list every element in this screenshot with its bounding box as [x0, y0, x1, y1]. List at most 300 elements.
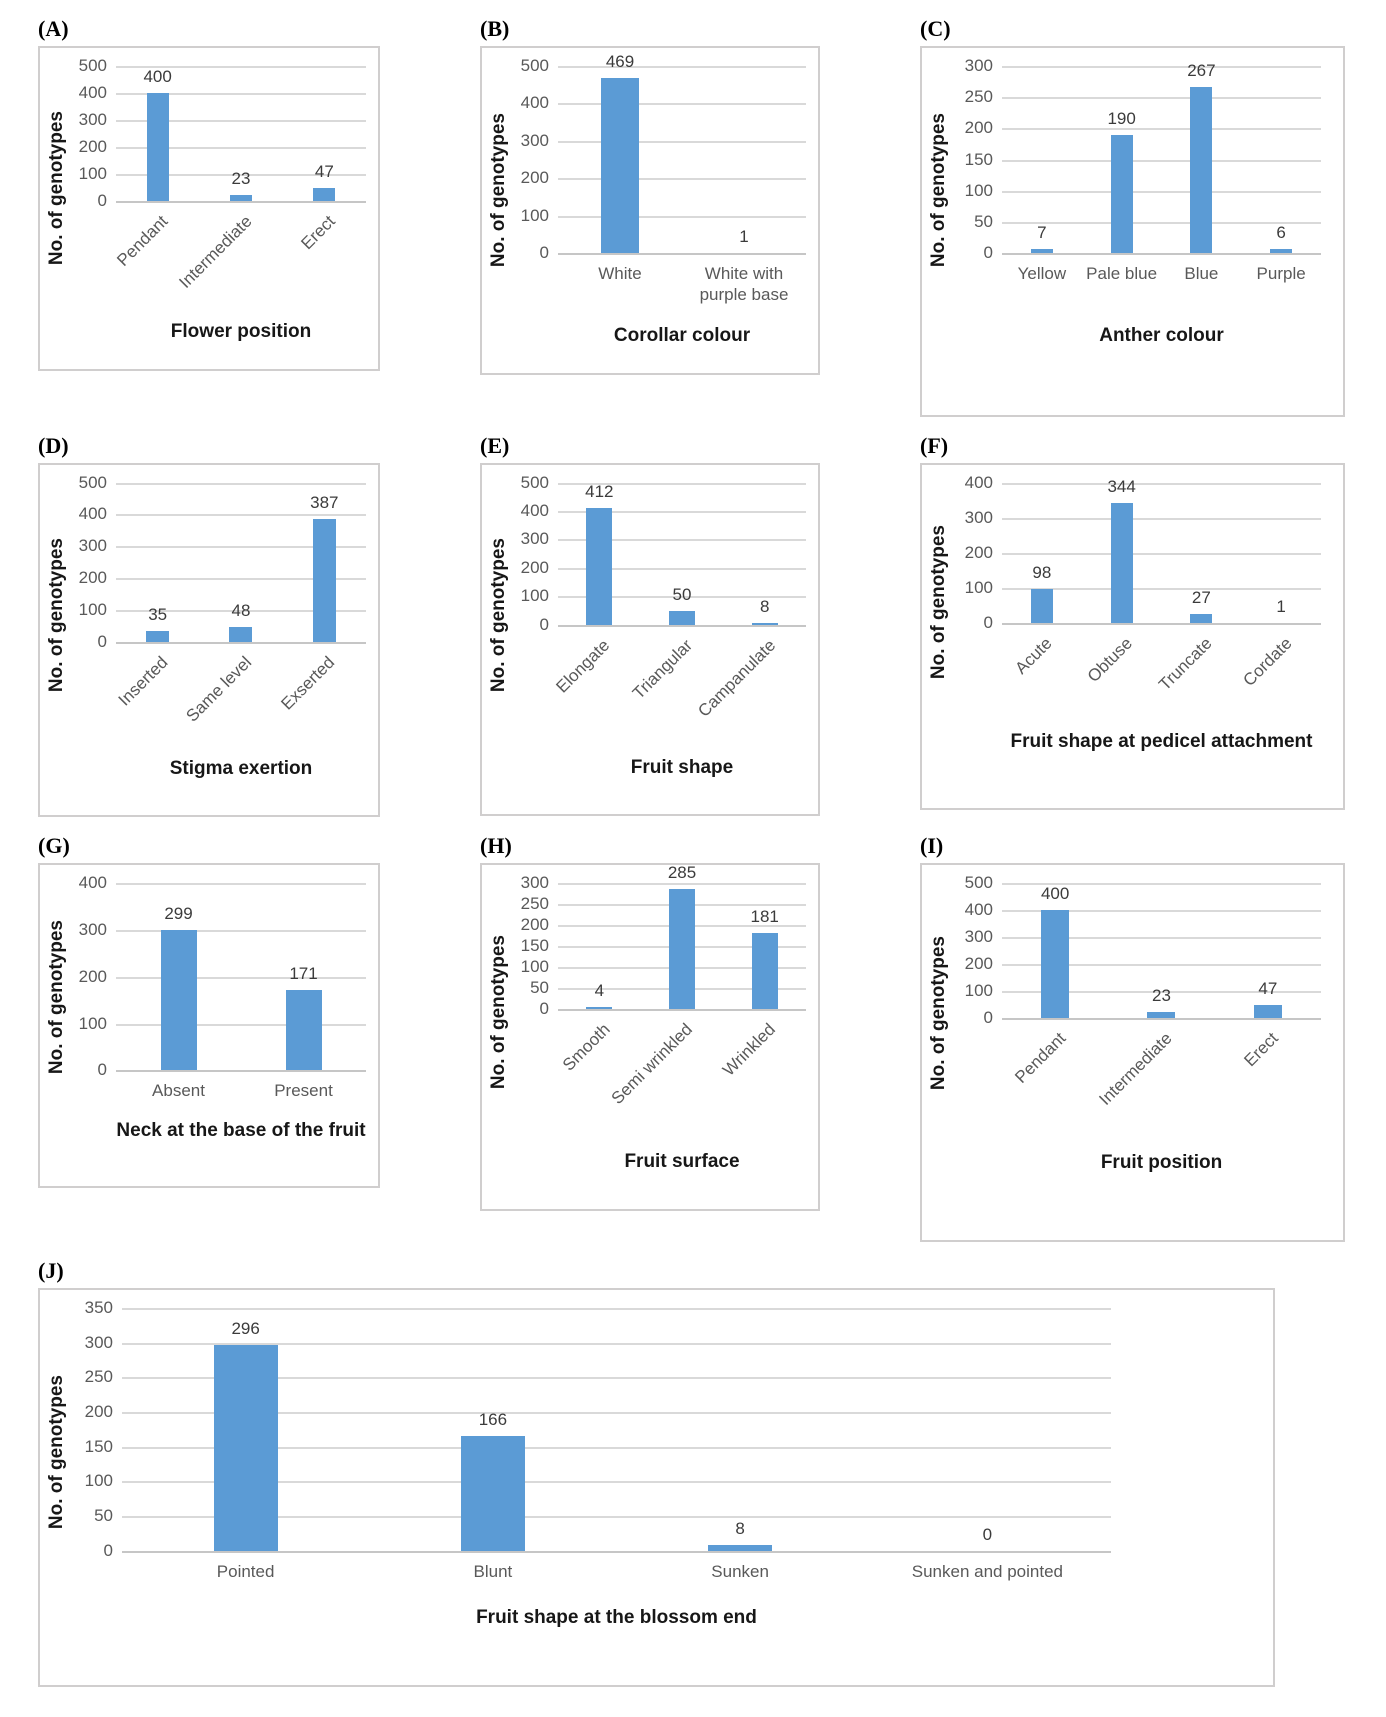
x-axis-title: Stigma exertion: [169, 757, 313, 779]
bar-value-label: 400: [1040, 884, 1070, 904]
y-tick-label: 0: [97, 631, 107, 651]
chart-area: [488, 472, 806, 781]
bars-layer: [1002, 61, 1321, 253]
x-category-label-text: Same level: [182, 652, 256, 726]
bar-slot: [558, 883, 641, 1009]
y-tick-label: 400: [78, 83, 107, 102]
panel-letter-j: (J): [38, 1257, 64, 1283]
x-category-label-text: Exserted: [277, 652, 339, 714]
y-axis-title: No. of genotypes: [46, 538, 67, 693]
x-axis-title: Corollar colour: [613, 325, 751, 346]
x-category-label: [1215, 1020, 1321, 1142]
bar-value-label: 48: [231, 600, 251, 620]
chart-area: [46, 1297, 1111, 1631]
y-axis-title: No. of genotypes: [928, 524, 949, 679]
x-category-label: Purple: [1256, 264, 1306, 283]
bar: [601, 78, 639, 253]
x-category-label: [552, 627, 641, 747]
bar-value-label: 190: [1107, 109, 1136, 128]
x-category-label-text: Inserted: [114, 652, 172, 710]
bar-slot: [723, 883, 806, 1009]
bar-value-label: 171: [289, 964, 318, 984]
x-category-label-text: Intermediate: [174, 211, 256, 292]
x-category-label: [607, 1011, 724, 1141]
y-tick-label: 100: [964, 577, 993, 597]
x-axis-labels: [1002, 625, 1321, 721]
y-tick-label: 50: [974, 211, 993, 231]
y-tick-label: 300: [78, 110, 107, 129]
y-axis-title: No. of genotypes: [488, 113, 509, 268]
bar-value-label: 98: [1032, 562, 1052, 582]
chart-area: [488, 863, 806, 1175]
y-axis-title: No. of genotypes: [46, 919, 67, 1074]
bar-value-label: 166: [478, 1409, 508, 1429]
x-category-label-text: Pendant: [1011, 1028, 1070, 1088]
y-tick-label: 200: [520, 915, 549, 935]
y-axis-title: No. of genotypes: [928, 113, 949, 268]
y-tick-label: 500: [964, 873, 993, 893]
y-tick-label: 300: [964, 507, 993, 527]
panel-g: [38, 833, 380, 1188]
chart-area: [928, 472, 1321, 755]
bar: [461, 1436, 525, 1551]
y-tick-label: 300: [964, 56, 993, 75]
x-category-label: Absent: [152, 1081, 205, 1101]
bar-slot: [122, 1308, 369, 1551]
bar-value-label: 296: [231, 1318, 260, 1338]
plot-area: [116, 883, 366, 1072]
bar-slot: [1082, 66, 1162, 253]
plot-area: [558, 52, 806, 255]
x-axis-labels: [558, 1011, 806, 1141]
panel-letter-d: (D): [38, 432, 69, 458]
bars-layer: [558, 863, 806, 1009]
bar-value-label: 181: [750, 907, 779, 927]
bar-value-label: 400: [143, 67, 172, 86]
y-tick-label: 100: [520, 957, 549, 977]
panel-d: [38, 433, 380, 818]
panel-box-f: [920, 463, 1345, 811]
y-axis-title-cell: [46, 66, 70, 311]
x-category-label-text: Obtuse: [1083, 633, 1136, 686]
panel-letter-i: (I): [920, 833, 944, 859]
bar: [1147, 1012, 1175, 1018]
plot-area: [122, 1308, 1111, 1553]
bar-slot: [1108, 883, 1214, 1018]
panel-letter-c: (C): [920, 16, 951, 41]
plot-area: [1002, 61, 1321, 255]
y-tick-label: 0: [539, 243, 549, 262]
x-category-label: [718, 1011, 806, 1141]
panel-box-c: [920, 46, 1345, 417]
y-tick-label: 50: [530, 978, 549, 998]
bar-value-label: 8: [735, 1518, 745, 1538]
plot-area: [116, 66, 366, 203]
y-tick-label: 0: [983, 612, 993, 632]
panel-box-d: [38, 463, 380, 818]
y-axis-ticks: [952, 472, 1002, 632]
y-tick-label: 500: [78, 472, 107, 492]
panel-letter-e: (E): [480, 432, 510, 458]
bar: [586, 508, 612, 625]
x-axis-labels: [552, 627, 806, 747]
bar-slot: [283, 66, 366, 201]
bars-layer: [116, 66, 366, 201]
y-tick-label: 200: [520, 557, 549, 577]
bar-slot: [617, 1308, 864, 1551]
y-tick-label: 100: [84, 1471, 113, 1491]
y-tick-label: 50: [94, 1506, 113, 1526]
y-axis-title-cell: [488, 483, 512, 747]
bar: [1031, 249, 1053, 253]
y-tick-label: 350: [84, 1297, 113, 1317]
x-category-label: [113, 203, 199, 311]
panel-box-a: [38, 46, 380, 371]
bar-slot: [864, 1308, 1111, 1551]
x-axis-labels: [116, 1072, 366, 1110]
y-tick-label: 200: [964, 118, 993, 138]
x-category-label: Pale blue: [1086, 264, 1158, 283]
y-axis-title-cell: [46, 883, 70, 1110]
bar-value-label: 0: [982, 1524, 993, 1544]
x-category-label-text: Semi wrinkled: [607, 1019, 697, 1109]
x-category-label: [283, 203, 366, 311]
y-tick-label: 400: [964, 900, 993, 920]
bar: [708, 1545, 772, 1551]
x-category-label: Present: [274, 1081, 333, 1101]
y-axis-title-cell: [488, 883, 512, 1141]
x-category-label-text: Cordate: [1239, 633, 1296, 690]
y-tick-label: 400: [78, 504, 107, 524]
y-tick-label: 100: [78, 599, 107, 619]
x-axis-labels: [122, 1553, 1111, 1597]
y-axis-ticks: [70, 1297, 122, 1560]
y-axis-title-cell: [928, 883, 952, 1142]
panel-box-i: [920, 863, 1345, 1242]
y-axis-title: No. of genotypes: [488, 935, 509, 1090]
bars-layer: [116, 483, 366, 642]
y-tick-label: 150: [84, 1436, 113, 1456]
chart-area: [46, 56, 366, 345]
chart-area: [488, 52, 806, 349]
bar-value-label: 1: [739, 227, 749, 246]
x-category-label-text: Truncate: [1155, 633, 1216, 694]
y-tick-label: 0: [97, 1060, 107, 1080]
y-tick-label: 200: [78, 137, 107, 156]
bar-value-label: 1: [1276, 596, 1286, 616]
bar-value-label: 267: [1187, 61, 1216, 80]
panel-a: [38, 16, 380, 371]
x-axis-labels: [1002, 1020, 1321, 1142]
panel-box-h: [480, 863, 820, 1211]
x-axis-labels: [1002, 255, 1321, 315]
y-tick-label: 300: [520, 873, 549, 893]
x-axis-labels: [113, 203, 366, 311]
bar: [1041, 910, 1069, 1018]
x-category-label: [277, 644, 366, 748]
y-axis-title-cell: [928, 66, 952, 315]
bars-layer: [558, 52, 806, 253]
y-tick-label: 300: [78, 536, 107, 556]
x-category-label: Sunken: [711, 1561, 769, 1581]
bar-value-label: 299: [164, 904, 193, 924]
y-tick-label: 200: [78, 568, 107, 588]
y-tick-label: 200: [84, 1402, 113, 1422]
y-tick-label: 0: [983, 243, 993, 262]
y-axis-title-cell: [488, 66, 512, 315]
x-axis-title: Neck at the base of the fruit: [116, 1120, 366, 1142]
plot-area: [116, 483, 366, 644]
x-axis-title: Flower position: [170, 321, 312, 342]
bar: [313, 519, 336, 642]
y-tick-label: 0: [539, 614, 549, 634]
plot-area: [558, 483, 806, 627]
y-tick-label: 250: [520, 894, 549, 914]
bar-slot: [241, 883, 366, 1070]
bar-chart-flower-position: [46, 56, 366, 345]
y-tick-label: 100: [520, 586, 549, 606]
bar-value-label: 47: [1258, 979, 1278, 999]
plot-area: [1002, 883, 1321, 1020]
bar: [1031, 589, 1053, 623]
bar-value-label: 23: [1152, 986, 1171, 1006]
bar: [214, 1345, 278, 1551]
bar: [286, 990, 322, 1070]
bar-slot: [641, 863, 724, 1009]
y-tick-label: 200: [78, 966, 107, 986]
y-axis-title-cell: [46, 1308, 70, 1597]
bars-layer: [122, 1308, 1111, 1551]
bar-value-label: 344: [1107, 476, 1136, 496]
y-axis-title-cell: [46, 483, 70, 748]
y-tick-label: 400: [964, 472, 993, 492]
bar-value-label: 6: [1276, 223, 1286, 242]
y-tick-label: 0: [983, 1008, 993, 1028]
x-category-label-text: Triangular: [629, 635, 697, 703]
bar-slot: [1002, 66, 1082, 253]
x-category-label: Sunken and pointed: [911, 1561, 1063, 1581]
x-category-label: [174, 203, 282, 311]
x-category-label: [1002, 625, 1082, 721]
y-tick-label: 0: [97, 191, 107, 210]
x-category-label-text: Elongate: [552, 635, 614, 697]
x-category-label-text: Campanulate: [693, 635, 779, 721]
bar: [669, 889, 695, 1009]
bar: [313, 188, 335, 201]
y-tick-label: 150: [964, 149, 993, 169]
bar-slot: [682, 66, 806, 253]
x-category-label: [629, 627, 724, 747]
x-axis-labels: [558, 255, 806, 315]
x-category-label-text: Acute: [1011, 633, 1057, 678]
y-axis-title: No. of genotypes: [46, 111, 67, 266]
bar: [146, 631, 169, 642]
bars-layer: [1002, 476, 1321, 623]
panel-h: [480, 833, 820, 1211]
y-axis-ticks: [952, 873, 1002, 1028]
panel-box-b: [480, 46, 820, 375]
x-category-label: White with purple base: [699, 264, 789, 305]
y-axis-title: No. of genotypes: [488, 537, 509, 692]
y-axis-ticks: [512, 472, 558, 634]
x-category-label: [1155, 625, 1242, 721]
bar-slot: [558, 483, 641, 625]
y-tick-label: 400: [78, 873, 107, 893]
y-axis-ticks: [70, 56, 116, 210]
x-category-label: [1082, 625, 1162, 721]
bar: [1190, 614, 1212, 623]
panel-j: [38, 1258, 1345, 1687]
y-tick-label: 100: [78, 164, 107, 183]
x-category-label: [116, 644, 199, 748]
bar-chart-fruit-shape: [488, 472, 806, 791]
bar-slot: [723, 483, 806, 625]
x-axis-title: Fruit shape: [630, 756, 734, 778]
y-tick-label: 500: [520, 56, 549, 75]
bar-slot: [1241, 483, 1321, 623]
bar-value-label: 285: [667, 863, 697, 883]
bar-chart-fruit-position: [928, 873, 1331, 1216]
bar: [229, 627, 252, 642]
plot-area: [558, 863, 806, 1011]
bar-chart-fruit-shape-blossom-end: [46, 1297, 1261, 1661]
bar-chart-anther-colour: [928, 56, 1331, 391]
bar-value-label: 8: [759, 596, 770, 616]
y-tick-label: 300: [78, 920, 107, 940]
x-category-label-text: Erect: [1240, 1028, 1282, 1071]
x-category-label: Blunt: [473, 1561, 513, 1581]
bar: [669, 611, 695, 625]
panel-f: [920, 433, 1345, 811]
y-tick-label: 250: [84, 1367, 113, 1387]
y-tick-label: 200: [964, 542, 993, 562]
x-category-label: [1095, 1020, 1214, 1142]
y-tick-label: 0: [539, 999, 549, 1019]
x-category-label: [182, 644, 282, 748]
bar-value-label: 47: [314, 162, 334, 181]
y-tick-label: 100: [964, 180, 993, 200]
bar-value-label: 50: [672, 584, 692, 604]
bar: [1270, 249, 1292, 253]
x-category-label: [1241, 625, 1321, 721]
y-tick-label: 100: [520, 205, 549, 225]
x-category-label-text: Pendant: [113, 211, 172, 270]
plot-area: [1002, 476, 1321, 625]
bar: [230, 195, 252, 201]
bar-value-label: 387: [310, 492, 339, 512]
bar: [1190, 87, 1212, 253]
bar-value-label: 35: [148, 604, 168, 624]
y-tick-label: 0: [103, 1540, 113, 1560]
bar-slot: [1241, 66, 1321, 253]
bar-value-label: 23: [231, 169, 251, 188]
x-category-label: White: [598, 264, 642, 283]
bar: [1254, 1005, 1282, 1018]
x-category-label: [1002, 1020, 1108, 1142]
x-category-label: Yellow: [1017, 264, 1067, 283]
y-axis-ticks: [512, 56, 558, 262]
panel-grid: [38, 16, 1386, 1687]
y-tick-label: 250: [964, 87, 993, 107]
bar-value-label: 469: [605, 52, 635, 71]
bars-layer: [116, 883, 366, 1070]
x-axis-title: Fruit shape at the blossom end: [476, 1606, 757, 1628]
panel-letter-b: (B): [480, 16, 510, 41]
chart-area: [928, 873, 1321, 1176]
x-category-label-text: Smooth: [558, 1019, 614, 1075]
x-category-label-text: Intermediate: [1095, 1028, 1176, 1110]
y-axis-title-cell: [928, 483, 952, 721]
x-category-label-text: Wrinkled: [718, 1019, 779, 1080]
x-category-label: Pointed: [216, 1561, 275, 1581]
y-axis-title: No. of genotypes: [46, 1375, 67, 1530]
bar-chart-corollar-colour: [488, 52, 806, 349]
bar-value-label: 4: [594, 981, 605, 1001]
x-axis-title: Anther colour: [1099, 325, 1224, 346]
bar-value-label: 412: [585, 481, 614, 501]
x-axis-title: Fruit shape at pedicel attachment: [1010, 730, 1313, 752]
panel-i: [920, 833, 1345, 1242]
bar: [1111, 503, 1133, 623]
bar-slot: [283, 483, 366, 642]
y-tick-label: 300: [964, 927, 993, 947]
x-category-label: [693, 627, 806, 747]
panel-c: [920, 16, 1345, 417]
panel-box-j: [38, 1288, 1275, 1687]
bars-layer: [1002, 883, 1321, 1018]
panel-letter-a: (A): [38, 16, 69, 41]
y-tick-label: 500: [520, 472, 549, 492]
panel-letter-g: (G): [38, 833, 70, 859]
bar-chart-stigma-exertion: [46, 472, 366, 792]
chart-area: [46, 873, 366, 1144]
bar-slot: [1215, 883, 1321, 1018]
y-tick-label: 300: [520, 130, 549, 150]
bar-value-label: 7: [1037, 223, 1047, 242]
bar: [752, 933, 778, 1009]
bar: [752, 623, 778, 625]
bars-layer: [558, 483, 806, 625]
y-tick-label: 100: [78, 1013, 107, 1033]
bar: [586, 1007, 612, 1009]
bar-slot: [558, 52, 682, 253]
panel-letter-h: (H): [480, 833, 512, 859]
panel-e: [480, 433, 820, 817]
bar-slot: [369, 1308, 616, 1551]
y-axis-title: No. of genotypes: [928, 935, 949, 1090]
y-tick-label: 500: [78, 56, 107, 75]
bar-chart-fruit-surface: [488, 863, 806, 1185]
bar: [1111, 135, 1133, 253]
y-tick-label: 300: [84, 1332, 113, 1352]
y-tick-label: 400: [520, 93, 549, 113]
y-tick-label: 200: [520, 168, 549, 188]
y-tick-label: 300: [520, 529, 549, 549]
x-axis-labels: [116, 644, 366, 748]
bar-slot: [199, 66, 282, 201]
y-tick-label: 400: [520, 501, 549, 521]
bar: [147, 93, 169, 201]
bar-chart-fruit-shape-pedicel: [928, 472, 1331, 785]
panel-box-g: [38, 863, 380, 1188]
x-category-label-text: Erect: [296, 211, 339, 254]
bar-value-label: 27: [1191, 587, 1211, 607]
chart-area: [46, 472, 366, 782]
bar-slot: [1002, 483, 1082, 623]
y-tick-label: 200: [964, 954, 993, 974]
bar: [161, 930, 197, 1070]
y-tick-label: 150: [520, 936, 549, 956]
